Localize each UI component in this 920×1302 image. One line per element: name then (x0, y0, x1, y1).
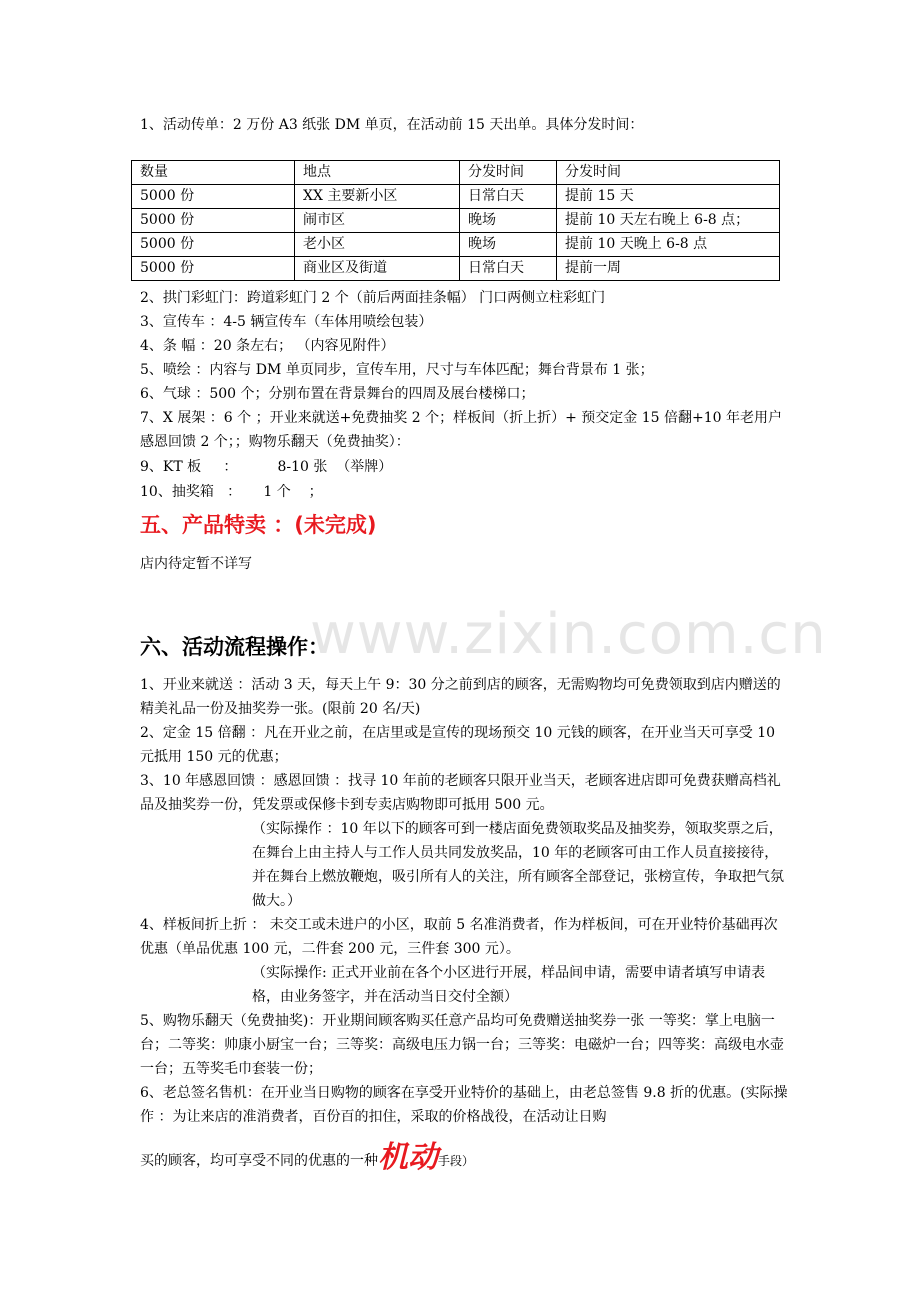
table-header-cell: 地点 (295, 161, 460, 185)
text-segment: 买的顾客，均可享受不同的优惠的一种 (140, 1153, 378, 1169)
process-note-showroom: （实际操作: 正式开业前在各个小区进行开展，样品间申请，需要申请者填写申请表格，由业务签字，并在活动当日交付全额） (252, 965, 766, 1005)
process-item-showroom: 4、样板间折上折 ： 未交工或未进户的小区，取前 5 名准消费者，作为样板间，可在开业特价基础再次优惠（单品优惠 100 元，二件套 200 元，三件套 300 元）。 (140, 917, 778, 957)
table-cell: 商业区及街道 (295, 257, 460, 281)
process-note-gratitude: （实际操作 ：10 年以下的顾客可到一楼店面免费领取奖品及抽奖券，领取奖票之后， 在舞台上由主持人与工作人员共同发放奖品，10 年的老顾客可由工作人员直接接待，并在舞台上燃放鞭炮，吸引所有人的关注，所有顾客全部登记，张榜宣传，争取把气氛做大。） (252, 821, 784, 909)
table-cell: 提前 10 天晚上 6-8 点 (557, 233, 780, 257)
item-balloons: 6、气球 ：500 个；分别布置在背景舞台的四周及展台楼梯口； (140, 386, 535, 402)
section-5-body: 店内待定暂不详写 (140, 556, 252, 572)
table-cell: 提前一周 (557, 257, 780, 281)
item-lottery-box: 10、抽奖箱 ： 1 个 ； (140, 484, 323, 500)
item-x-stand: 7、X 展架 ：6 个 ；开业来就送+免费抽奖 2 个；样板间（折上折）+ 预交定金 15 倍翻+10 年老用户感恩回馈 2 个；；购物乐翻天（免费抽奖）： (140, 410, 783, 450)
table-cell: 5000 份 (132, 233, 295, 257)
item-banners: 4、条 幅 ：20 条左右； （内容见附件） (140, 338, 395, 354)
table-row (132, 233, 780, 257)
item-flyers: 1、活动传单：2 万份 A3 纸张 DM 单页，在活动前 15 天出单。具体分发时间： (140, 117, 644, 133)
item-promo-vehicle: 3、宣传车 ：4-5 辆宣传车（车体用喷绘包装） (140, 314, 433, 330)
table-cell: 5000 份 (132, 185, 295, 209)
highlight-word: 机动 (378, 1140, 438, 1175)
item-spray-painting: 5、喷绘 ：内容与 DM 单页同步，宣传车用，尺寸与车体匹配；舞台背景布 1 张； (140, 362, 654, 378)
table-cell: 提前 10 天左右晚上 6-8 点； (557, 209, 780, 233)
table-cell: 日常白天 (460, 257, 557, 281)
table-cell: 提前 15 天 (557, 185, 780, 209)
watermark: www.zixin.com.cn (310, 602, 827, 667)
distribution-table (131, 160, 780, 281)
process-item-free-gift: 1、开业来就送 ：活动 3 天，每天上午 9：30 分之前到店的顾客，无需购物均可免费领取到店内赠送的精美礼品一份及抽奖券一张。(限前 20 名/天) (140, 677, 781, 717)
table-cell: 5000 份 (132, 209, 295, 233)
table-cell: 老小区 (295, 233, 460, 257)
table-row (132, 209, 780, 233)
table-cell: 晚场 (460, 233, 557, 257)
table-header-row (132, 161, 780, 185)
item-arch: 2、拱门彩虹门：跨道彩虹门 2 个（前后两面挂条幅） 门口两侧立柱彩虹门 (140, 290, 606, 306)
process-item-gratitude: 3、10 年感恩回馈 ：感恩回馈 ：找寻 10 年前的老顾客只限开业当天，老顾客进店即可免费获赠高档礼品及抽奖券一份，凭发票或保修卡到专卖店购物即可抵用 500 元。 (140, 773, 781, 813)
table-cell: 闹市区 (295, 209, 460, 233)
section-5-heading: 五、产品特卖 ：(未完成) (140, 513, 377, 537)
table-cell: 日常白天 (460, 185, 557, 209)
process-item-ceo-signing: 6、老总签名售机：在开业当日购物的顾客在享受开业特价的基础上，由老总签售 9.8 折的优惠。(实际操作 ：为让来店的准消费者，百份百的扣住，采取的价格战役，在活动让日购 (140, 1085, 788, 1125)
section-6-heading: 六、活动流程操作： (140, 635, 329, 659)
process-item-ceo-signing-end (140, 1140, 790, 1175)
table-cell: 5000 份 (132, 257, 295, 281)
table-cell: XX 主要新小区 (295, 185, 460, 209)
table-row (132, 257, 780, 281)
text-segment: 手段） (438, 1154, 475, 1168)
table-cell: 晚场 (460, 209, 557, 233)
item-kt-board: 9、KT 板 ： 8-10 张 （举牌） (140, 459, 393, 475)
process-item-deposit: 2、定金 15 倍翻 ：凡在开业之前，在店里或是宣传的现场预交 10 元钱的顾客，在开业当天可享受 10 元抵用 150 元的优惠； (140, 725, 776, 765)
table-header-cell: 分发时间 (460, 161, 557, 185)
table-header-cell: 数量 (132, 161, 295, 185)
table-header-cell: 分发时间 (557, 161, 780, 185)
table-row (132, 185, 780, 209)
process-item-lottery: 5、购物乐翻天（免费抽奖)：开业期间顾客购买任意产品均可免费赠送抽奖券一张 一等奖：掌上电脑一台；二等奖：帅康小厨宝一台；三等奖：高级电压力锅一台；三等奖：电磁炉一台；四等奖：高级电水壶一台；五等奖毛巾套装一份； (140, 1013, 784, 1077)
